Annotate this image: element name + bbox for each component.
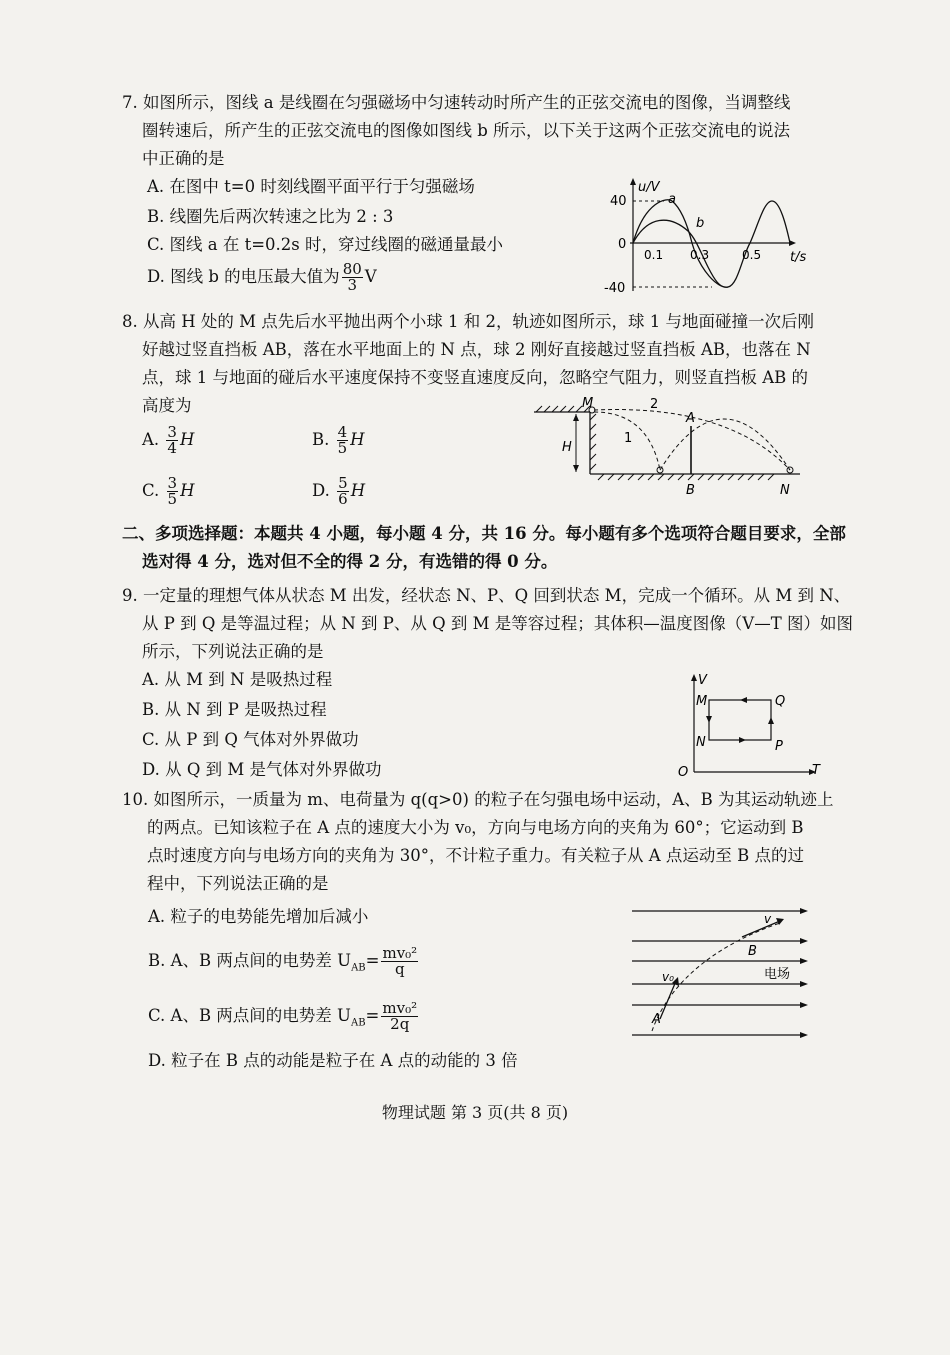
q7-y-axis-arrow: [630, 178, 636, 185]
q10-option-d: D. 粒子在 B 点的动能是粒子在 A 点的动能的 3 倍: [148, 1051, 518, 1070]
q7-x-label: t/s: [790, 250, 807, 265]
q8-label-ball1: 1: [624, 431, 633, 446]
q8-option-a: [142, 425, 194, 456]
q9-arrow-p-to-q: [768, 717, 774, 724]
q8-option-a-label: A.: [142, 430, 160, 449]
q8-ball1-path-2: [660, 419, 790, 470]
q7-option-d-fraction: [342, 262, 363, 293]
q10-option-b-sub: AB: [351, 962, 366, 974]
q9-option-d: D. 从 Q 到 M 是气体对外界做功: [142, 760, 382, 779]
q7-option-c: C. 图线 a 在 t=0.2s 时，穿过线圈的磁通量最小: [147, 235, 504, 254]
q8-option-d: [312, 476, 365, 507]
q10-option-a: A. 粒子的电势能先增加后减小: [148, 907, 369, 926]
q8-projectile-figure: [528, 392, 810, 504]
q8-height-arrow-bottom: [573, 465, 579, 472]
q8-label-m: M: [582, 396, 594, 411]
q9-arrow-q-to-m: [740, 697, 747, 703]
q8-option-a-fraction: [166, 425, 178, 456]
q7-option-d-denominator: 3: [347, 276, 357, 294]
q9-label-q: Q: [775, 694, 786, 709]
q7-stem-line-1: 7. 如图所示，图线 a 是线圈在匀强磁场中匀速转动时所产生的正弦交流电的图像，当调整线: [122, 93, 791, 112]
q9-option-c: C. 从 P 到 Q 气体对外界做功: [142, 730, 359, 749]
q7-option-b: B. 线圈先后两次转速之比为 2 : 3: [147, 207, 394, 226]
q10-option-c: [148, 1001, 420, 1032]
q10-option-b: [148, 946, 420, 977]
q8-option-b-unit: H: [350, 430, 365, 449]
q9-cycle-rectangle: [709, 700, 771, 740]
q8-platform-hatching: [536, 406, 596, 470]
q10-option-b-den: q: [395, 960, 405, 978]
q8-stem-line-4: 高度为: [142, 396, 192, 415]
q10-option-b-text: B. A、B 两点间的电势差 U: [148, 951, 352, 970]
q8-label-b: B: [686, 483, 695, 498]
q9-arrow-n-to-p: [739, 737, 746, 743]
q8-option-b-label: B.: [312, 430, 330, 449]
q8-option-c-label: C.: [142, 481, 160, 500]
q8-option-a-unit: H: [179, 430, 195, 449]
q9-arrow-m-to-n: [706, 716, 712, 723]
q10-option-c-num: mv₀²: [382, 999, 418, 1017]
q10-option-b-eq: =: [365, 951, 380, 970]
q10-option-c-eq: =: [365, 1006, 380, 1025]
q8-option-d-fraction: [337, 476, 349, 507]
q10-label-field: 电场: [764, 967, 791, 982]
q10-stem-line-3: 点时速度方向与电场方向的夹角为 30°，不计粒子重力。有关粒子从 A 点运动至 B 点的过: [147, 846, 805, 865]
q10-option-c-den: 2q: [390, 1015, 410, 1033]
q7-stem-line-2: 圈转速后，所产生的正弦交流电的图像如图线 b 所示，以下关于这两个正弦交流电的说法: [142, 121, 791, 140]
q8-option-d-unit: H: [350, 481, 366, 500]
q7-xtick-0-3: 0.3: [690, 248, 710, 262]
q10-velocity-a: [660, 981, 676, 1019]
q7-voltage-chart: [600, 175, 820, 300]
q10-option-c-fraction: [381, 1001, 418, 1032]
q8-option-c: [142, 476, 194, 507]
q8-label-h: H: [562, 440, 572, 455]
q8-option-a-den: 4: [167, 439, 177, 457]
q9-label-n: N: [696, 735, 706, 750]
q9-stem-line-1: 9. 一定量的理想气体从状态 M 出发，经状态 N、P、Q 回到状态 M，完成一个循环。从 M 到 N、: [122, 586, 851, 605]
q9-label-p: P: [775, 739, 783, 754]
question-9: [122, 582, 853, 666]
q9-label-v: V: [698, 673, 707, 688]
q10-option-c-sub: AB: [350, 1017, 366, 1029]
page-footer: 物理试题 第 3 页(共 8 页): [381, 1103, 569, 1122]
q8-height-arrow-top: [573, 414, 579, 421]
q8-option-b: [312, 425, 365, 456]
q8-option-c-fraction: [167, 476, 179, 507]
q9-option-b: B. 从 N 到 P 是吸热过程: [142, 700, 327, 719]
q8-option-c-unit: H: [180, 481, 195, 500]
question-7: [122, 89, 812, 173]
q7-xtick-0-5: 0.5: [742, 248, 762, 262]
q10-option-c-text: C. A、B 两点间的电势差 U: [148, 1006, 351, 1025]
q8-option-b-den: 5: [337, 439, 348, 457]
q8-option-a-num: 3: [167, 423, 177, 441]
q8-stem-line-1: 8. 从高 H 处的 M 点先后水平抛出两个小球 1 和 2，轨迹如图所示，球 1 与地面碰撞一次后刚: [122, 312, 814, 331]
q8-option-d-den: 6: [338, 490, 348, 508]
q8-option-d-label: D.: [312, 481, 330, 500]
q9-vt-diagram: [672, 670, 822, 782]
q8-label-n: N: [780, 483, 790, 498]
q7-option-d-text: D. 图线 b 的电压最大值为: [147, 267, 340, 286]
q8-label-ball2: 2: [650, 397, 659, 412]
q10-option-b-num: mv₀²: [382, 944, 418, 962]
q7-ytick-40: 40: [610, 194, 627, 209]
q10-label-v0: v₀: [662, 970, 674, 984]
q10-label-b: B: [748, 944, 757, 959]
q10-label-a: A: [652, 1012, 661, 1027]
q8-ground-hatching: [598, 474, 774, 480]
q7-y-label: u/V: [638, 180, 660, 195]
q7-option-a: A. 在图中 t=0 时刻线圈平面平行于匀强磁场: [147, 177, 475, 196]
q7-option-d-unit: V: [364, 267, 377, 286]
q10-field-arrowheads: [800, 908, 808, 1038]
section-2-heading: [122, 520, 846, 576]
q9-label-t: T: [812, 763, 820, 778]
q10-stem-line-4: 程中，下列说法正确的是: [147, 874, 329, 893]
section-2-line-2: 选对得 4 分，选对但不全的得 2 分，有选错的得 0 分。: [142, 552, 558, 571]
q8-option-c-num: 3: [167, 474, 178, 492]
q7-stem-line-3: 中正确的是: [142, 149, 225, 168]
q10-velocity-b: [742, 921, 780, 937]
q10-option-b-fraction: [381, 946, 418, 977]
q8-option-d-num: 5: [338, 474, 348, 492]
section-2-line-1: 二、多项选择题：本题共 4 小题，每小题 4 分，共 16 分。每小题有多个选项符合题目要求，全部: [122, 524, 846, 543]
q9-label-m: M: [696, 694, 708, 709]
q9-label-o: O: [678, 765, 689, 780]
q7-ytick-neg40: -40: [604, 281, 626, 296]
q8-stem-line-2: 好越过竖直挡板 AB，落在水平地面上的 N 点，球 2 刚好直接越过竖直挡板 AB，也落在 N: [142, 340, 811, 359]
q7-option-d: [147, 262, 377, 293]
q9-option-a: A. 从 M 到 N 是吸热过程: [142, 670, 333, 689]
q7-label-b: b: [696, 216, 705, 231]
q9-stem-line-2: 从 P 到 Q 是等温过程；从 N 到 P、从 Q 到 M 是等容过程；其体积—温度图像（V—T 图）如图: [142, 614, 853, 633]
q10-field-figure: [630, 895, 812, 1050]
q10-stem-line-1: 10. 如图所示，一质量为 m、电荷量为 q(q>0) 的粒子在匀强电场中运动，A、B 为其运动轨迹上: [122, 790, 834, 809]
q10-label-v: v: [764, 912, 772, 926]
q7-ytick-0: 0: [618, 237, 627, 252]
q8-option-b-num: 4: [337, 423, 348, 441]
q8-label-a: A: [686, 411, 695, 426]
q8-option-b-fraction: [337, 425, 349, 456]
q9-stem-line-3: 所示，下列说法正确的是: [142, 642, 324, 661]
q7-xtick-0-1: 0.1: [644, 248, 664, 262]
q8-option-c-den: 5: [167, 490, 178, 508]
question-10: [122, 786, 834, 898]
q9-v-axis-arrow: [691, 674, 697, 681]
q10-stem-line-2: 的两点。已知该粒子在 A 点的速度大小为 v₀，方向与电场方向的夹角为 60°；它运动到 B: [147, 818, 804, 837]
q7-curve-b: [633, 201, 790, 287]
q7-label-a: a: [668, 192, 676, 207]
q8-stem-line-3: 点，球 1 与地面的碰后水平速度保持不变竖直速度反向，忽略空气阻力，则竖直挡板 AB 的: [142, 368, 809, 387]
q7-option-d-numerator: 80: [342, 260, 362, 278]
